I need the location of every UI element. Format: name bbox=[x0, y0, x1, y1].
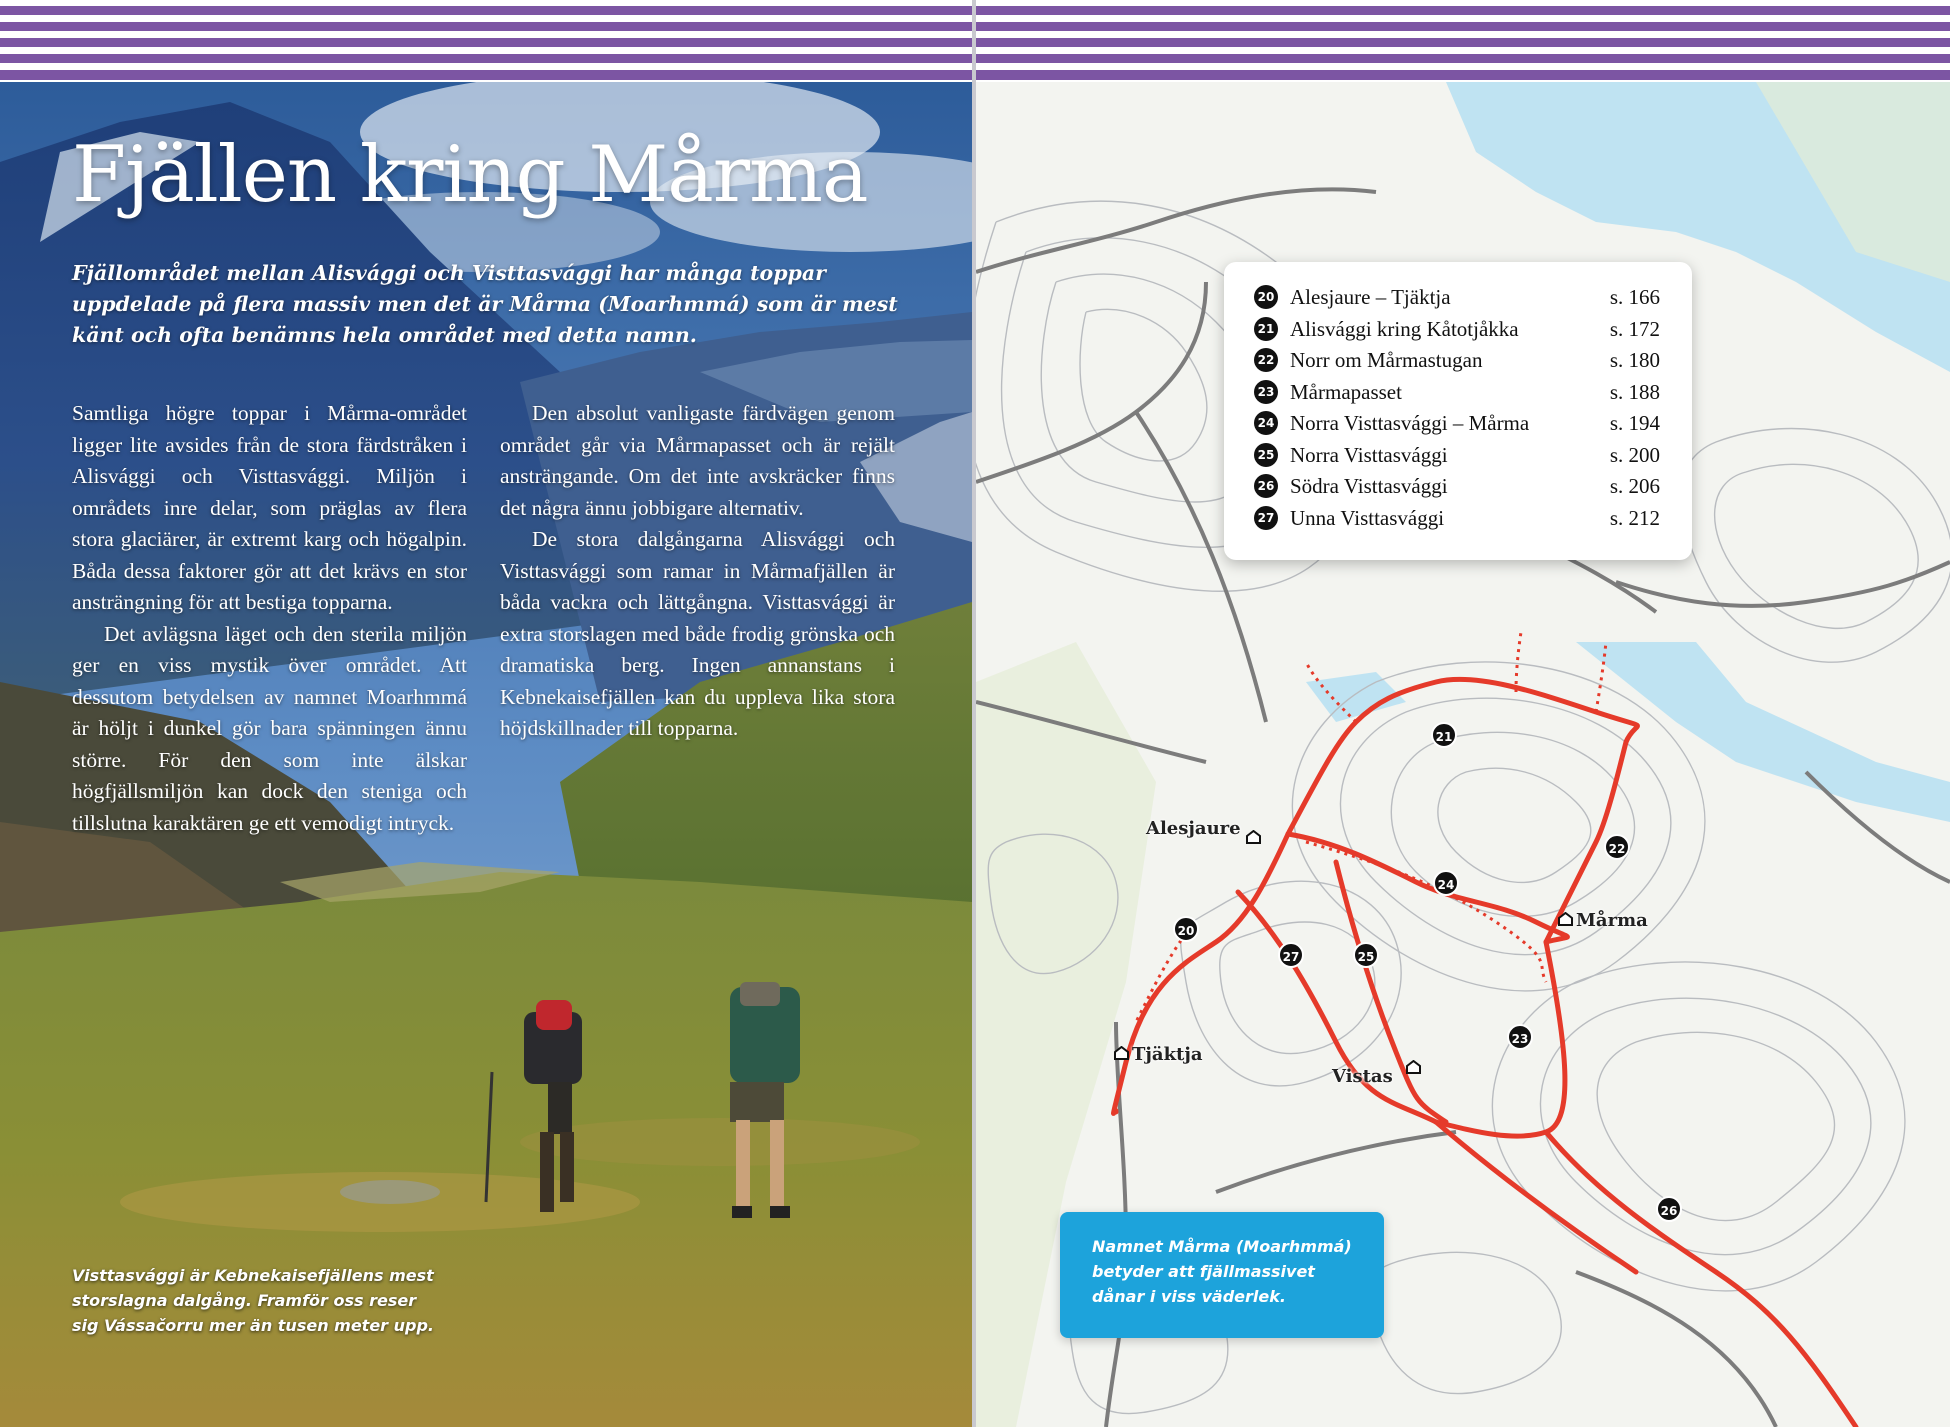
route-number-badge: 27 bbox=[1254, 506, 1278, 530]
route-marker[interactable]: 23 bbox=[1507, 1024, 1533, 1050]
route-name: Norra Visttasvággi – Mårma bbox=[1290, 411, 1530, 435]
route-page: s. 212 bbox=[1609, 505, 1660, 530]
route-marker[interactable]: 20 bbox=[1173, 916, 1199, 942]
legend-item[interactable] bbox=[1224, 471, 1692, 501]
route-page: s. 200 bbox=[1609, 442, 1660, 467]
route-name: Alesjaure – Tjäktja bbox=[1290, 285, 1451, 309]
photo-caption: Visttasvággi är Kebnekaisefjällens mest storslagna dalgång. Framför oss reser sig Vássačorru mer än tusen meter upp. bbox=[72, 1266, 435, 1335]
route-page: s. 172 bbox=[1609, 316, 1660, 341]
text-column-1 bbox=[72, 398, 467, 839]
legend-item[interactable] bbox=[1224, 440, 1692, 470]
route-legend bbox=[1224, 262, 1692, 560]
route-number-badge: 22 bbox=[1254, 348, 1278, 372]
place-marma: Mårma bbox=[1576, 910, 1648, 931]
route-marker[interactable]: 24 bbox=[1433, 870, 1459, 896]
hut-icon bbox=[1246, 830, 1261, 844]
legend-item[interactable] bbox=[1224, 314, 1692, 344]
legend-item[interactable] bbox=[1224, 377, 1692, 407]
hut-icon bbox=[1558, 912, 1573, 926]
route-page: s. 194 bbox=[1609, 411, 1660, 435]
hut-icon bbox=[1406, 1060, 1421, 1074]
place-alesjaure: Alesjaure bbox=[1146, 818, 1241, 839]
legend-item[interactable] bbox=[1224, 345, 1692, 375]
route-marker[interactable]: 21 bbox=[1431, 722, 1457, 748]
route-page: s. 166 bbox=[1609, 285, 1660, 309]
right-page bbox=[976, 82, 1950, 1427]
legend-item[interactable] bbox=[1224, 282, 1692, 312]
fact-callout bbox=[1060, 1212, 1384, 1338]
hut-icon bbox=[1114, 1046, 1129, 1060]
left-page bbox=[0, 82, 972, 1427]
callout-text: Namnet Mårma (Moarhmmá) betyder att fjällmassivet dånar i viss väderlek. bbox=[1092, 1237, 1352, 1306]
route-number-badge: 20 bbox=[1254, 285, 1278, 309]
route-name: Alisvággi kring Kåtotjåkka bbox=[1290, 316, 1519, 341]
route-marker[interactable]: 22 bbox=[1604, 834, 1630, 860]
route-number-badge: 25 bbox=[1254, 443, 1278, 467]
route-page: s. 188 bbox=[1609, 379, 1660, 404]
route-number-badge: 26 bbox=[1254, 474, 1278, 498]
route-name: Unna Visttasvággi bbox=[1290, 505, 1445, 530]
paragraph: Den absolut vanligaste färdvägen genom området går via Mårmapasset och är rejält ansträngande. Om det inte avskräcker finns det några ännu jobbigare alternativ. bbox=[500, 401, 895, 520]
route-name: Södra Visttasvággi bbox=[1290, 474, 1448, 498]
lead-paragraph: Fjällområdet mellan Alisvággi och Visttasvággi har många toppar uppdelade på flera massiv men det är Mårma (Moarhmmá) som är mest känt och ofta benämns hela området med detta namn. bbox=[72, 261, 898, 347]
route-name: Norra Visttasvággi bbox=[1290, 442, 1448, 467]
paragraph: Det avlägsna läget och den sterila miljön ger en viss mystik över området. Att dessutom betydelsen av namnet Moarhmmá är höljt i dunkel gör bara spänningen ännu större. För den som inte älskar högfjällsmiljön kan dock den steniga och tillslutna karaktären ge ett vemodigt intryck. bbox=[72, 621, 467, 835]
place-vistas: Vistas bbox=[1332, 1066, 1393, 1087]
route-marker[interactable]: 26 bbox=[1656, 1196, 1682, 1222]
route-marker[interactable]: 27 bbox=[1278, 942, 1304, 968]
paragraph: De stora dalgångarna Alisvággi och Visttasvággi som ramar in Mårmafjällen är båda vackra och lättgångna. Visttasvággi är extra storslagen med både frodig grönska och dramatiska berg. Ingen annanstans i Kebnekaisefjällen kan du uppleva lika stora höjdskillnader till topparna. bbox=[500, 527, 895, 740]
place-tjaktja: Tjäktja bbox=[1132, 1044, 1203, 1065]
paragraph: Samtliga högre toppar i Mårma-området ligger lite avsides från de stora färdstråken i Alisvággi och Visttasvággi. Miljön i områdets inre delar, som präglas av flera stora glaciärer, är extremt karg och högalpin. Båda dessa faktorer gör att det krävs en stor ansträngning för att bestiga topparna. bbox=[72, 401, 467, 614]
route-marker[interactable]: 25 bbox=[1353, 942, 1379, 968]
text-column-2 bbox=[500, 398, 895, 745]
route-number-badge: 24 bbox=[1254, 411, 1278, 435]
route-page: s. 180 bbox=[1609, 348, 1660, 372]
legend-item[interactable] bbox=[1224, 503, 1692, 533]
route-name: Mårmapasset bbox=[1290, 379, 1402, 404]
page-title: Fjällen kring Mårma bbox=[72, 130, 868, 220]
legend-item[interactable] bbox=[1224, 408, 1692, 438]
route-page: s. 206 bbox=[1609, 474, 1660, 498]
route-number-badge: 21 bbox=[1254, 317, 1278, 341]
route-number-badge: 23 bbox=[1254, 380, 1278, 404]
route-name: Norr om Mårmastugan bbox=[1290, 348, 1483, 372]
